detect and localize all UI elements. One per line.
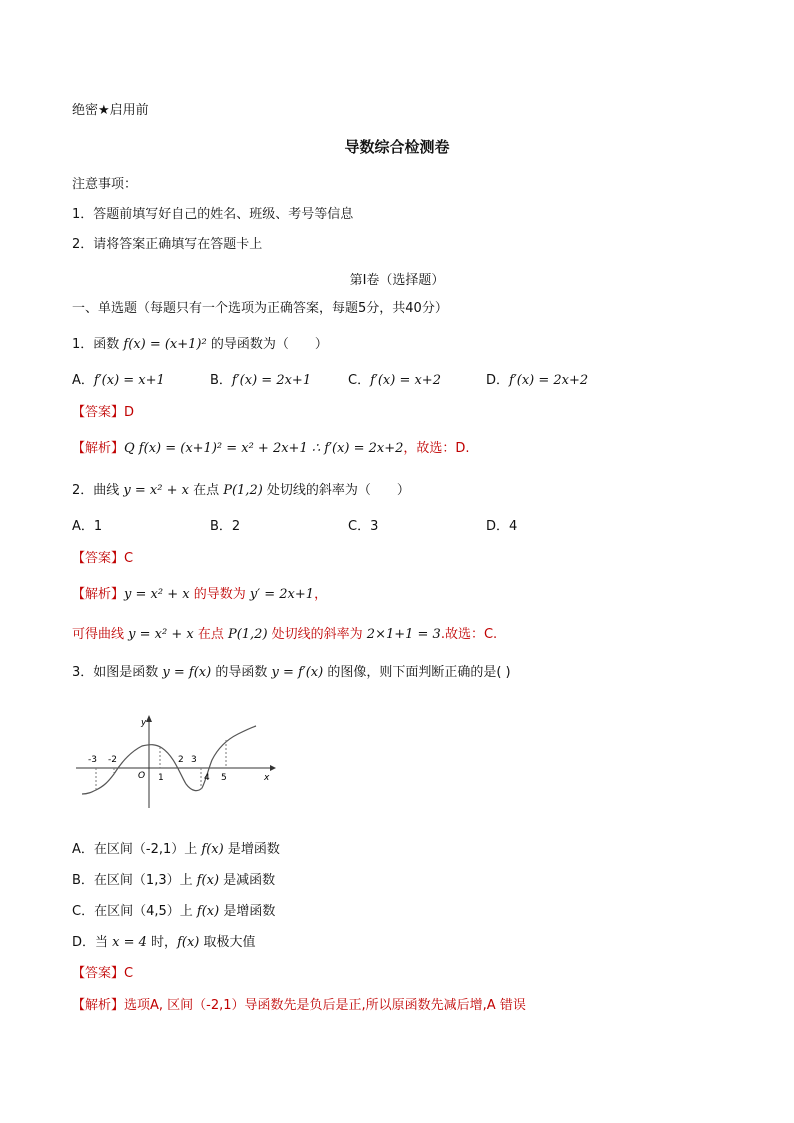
q2-option-b: B．2 xyxy=(210,519,241,534)
question-2: 2．曲线 y = x² + x 在点 P(1,2) 处切线的斜率为（ ） xyxy=(72,483,410,498)
note-item-1: 1．答题前填写好自己的姓名、班级、考号等信息 xyxy=(72,207,354,222)
q2-answer: 【答案】C xyxy=(72,551,134,566)
note-item-2: 2．请将答案正确填写在答题卡上 xyxy=(72,237,263,252)
tick-label-1: 1 xyxy=(158,773,164,783)
q1-option-b: B．f′(x) = 2x+1 xyxy=(210,373,312,388)
derivative-graph xyxy=(70,712,280,812)
tick-label-minus2: -2 xyxy=(108,755,117,765)
origin-label: O xyxy=(138,771,146,781)
q3-option-a: A．在区间（-2,1）上 f(x) 是增函数 xyxy=(72,842,280,857)
x-axis-label: x xyxy=(264,773,270,783)
notes-heading: 注意事项： xyxy=(72,177,138,192)
x-axis-arrow xyxy=(270,765,276,771)
volume-heading: 第I卷（选择题） xyxy=(349,273,445,288)
secret-label: 绝密★启用前 xyxy=(72,103,149,118)
q1-option-a: A．f′(x) = x+1 xyxy=(72,373,165,388)
q1-option-d: D．f′(x) = 2x+2 xyxy=(486,373,589,388)
tick-label-2: 2 xyxy=(178,755,184,765)
q3-option-b: B．在区间（1,3）上 f(x) 是减函数 xyxy=(72,873,276,888)
question-1 xyxy=(72,336,328,354)
q3-option-d: D．当 x = 4 时，f(x) 取极大值 xyxy=(72,935,256,950)
q2-analysis-1: 【解析】y = x² + x 的导数为 y′ = 2x+1， xyxy=(72,587,328,602)
q1-option-c: C．f′(x) = x+2 xyxy=(348,373,441,388)
q3-answer: 【答案】C xyxy=(72,966,134,981)
question-1-expr: f(x) = (x+1)² xyxy=(123,337,207,352)
tick-label-minus3: -3 xyxy=(88,755,97,765)
question-1-tail: 的导函数为（ ） xyxy=(206,337,328,352)
page-title: 导数综合检测卷 xyxy=(344,138,450,156)
q3-option-c: C．在区间（4,5）上 f(x) 是增函数 xyxy=(72,904,276,919)
tick-label-3: 3 xyxy=(191,755,197,765)
q3-analysis: 【解析】选项A, 区间（-2,1）导函数先是负后是正,所以原函数先减后增,A 错误 xyxy=(72,998,526,1013)
q1-analysis: 【解析】Q f(x) = (x+1)² = x² + 2x+1 ∴ f′(x) = 2x+2，故选：D. xyxy=(72,441,470,456)
q1-answer: 【答案】D xyxy=(72,405,135,420)
q2-option-c: C．3 xyxy=(348,519,379,534)
q2-option-a: A．1 xyxy=(72,519,103,534)
question-3: 3．如图是函数 y = f(x) 的导函数 y = f′(x) 的图像，则下面判断正确的是( ) xyxy=(72,665,511,680)
y-axis-label: y xyxy=(141,718,147,728)
question-1-number: 1．函数 xyxy=(72,337,124,352)
tick-label-5: 5 xyxy=(221,773,227,783)
y-axis-arrow xyxy=(146,715,152,722)
section-heading: 一、单选题（每题只有一个选项为正确答案，每题5分，共40分） xyxy=(72,301,448,316)
q2-option-d: D．4 xyxy=(486,519,518,534)
tick-label-4: 4 xyxy=(204,773,210,783)
q2-analysis-2: 可得曲线 y = x² + x 在点 P(1,2) 处切线的斜率为 2×1+1 = 3.故选：C. xyxy=(72,627,498,642)
